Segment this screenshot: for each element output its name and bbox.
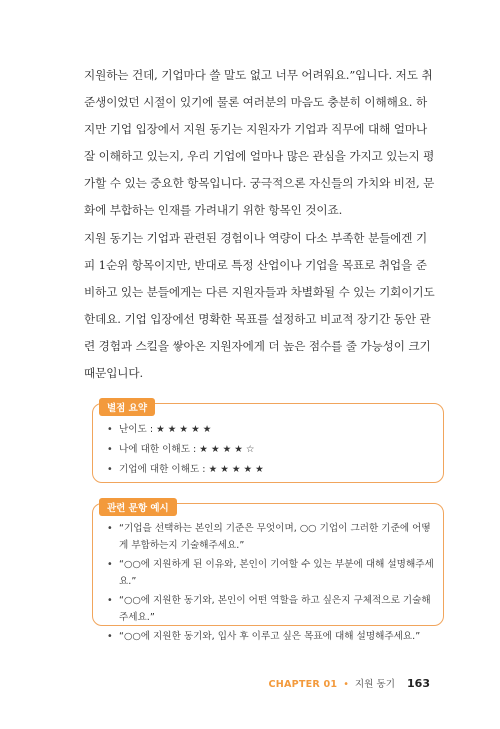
body-paragraph-1 [84,62,444,224]
paragraph-line: 지원하는 건데, 기업마다 쓸 말도 없고 너무 어려워요.”입니다. 저도 취 [84,68,433,82]
body-paragraph-2 [84,225,444,387]
summary-list [107,420,435,480]
page-footer [269,676,430,690]
paragraph-line: 때문입니다. [84,366,144,380]
paragraph-line: 가할 수 있는 중요한 항목입니다. 궁극적으론 자신들의 가치와 비전, 문 [84,176,435,190]
paragraph-line: 지원 동기는 기업과 관련된 경험이나 역량이 다소 부족한 분들에겐 기 [84,231,428,245]
example-tag: 관련 문항 예시 [99,498,177,516]
paragraph-line: 비하고 있는 분들에게는 다른 지원자들과 차별화될 수 있는 기회이기도 [84,285,435,299]
summary-item-self-understanding: • 나에 대한 이해도 : ★ ★ ★ ★ ☆ [107,440,435,460]
separator-dot: • [343,679,349,690]
paragraph-line: 화에 부합하는 인재를 가려내기 위한 항목인 것이죠. [84,203,343,217]
summary-tag: 별점 요약 [99,398,155,416]
star-rating-summary-box [92,403,444,483]
example-list [107,520,435,647]
example-questions-box [92,503,444,642]
paragraph-line: 한데요. 기업 입장에선 명확한 목표를 설정하고 비교적 장기간 동안 관 [84,312,431,326]
summary-item-difficulty: • 난이도 : ★ ★ ★ ★ ★ [107,420,435,440]
example-question: • “○○에 지원하게 된 이유와, 본인이 기여할 수 있는 부분에 대해 설명해주세요.” [107,556,435,590]
summary-item-company-understanding: • 기업에 대한 이해도 : ★ ★ ★ ★ ★ [107,460,435,480]
page-number: 163 [407,677,430,690]
paragraph-line: 잘 이해하고 있는지, 우리 기업에 얼마나 많은 관심을 가지고 있는지 평 [84,149,435,163]
example-question: • “○○에 지원한 동기와, 본인이 어떤 역할을 하고 싶은지 구체적으로 기술해주세요.” [107,592,435,626]
section-label: 지원 동기 [354,679,396,690]
paragraph-line: 지만 기업 입장에서 지원 동기는 지원자가 기업과 직무에 대해 얼마나 [84,122,428,136]
paragraph-line: 련 경험과 스킬을 쌓아온 지원자에게 더 높은 점수를 줄 가능성이 크기 [84,339,431,353]
paragraph-line: 피 1순위 항목이지만, 반대로 특정 산업이나 기업을 목표로 취업을 준 [84,258,427,272]
example-question: • “○○에 지원한 동기와, 입사 후 이루고 싶은 목표에 대해 설명해주세요.” [107,628,435,645]
example-question: • “기업을 선택하는 본인의 기준은 무엇이며, ○○ 기업이 그러한 기준에 어떻게 부합하는지 기술해주세요.” [107,520,435,554]
paragraph-line: 준생이었던 시절이 있기에 물론 여러분의 마음도 충분히 이해해요. 하 [84,95,428,109]
chapter-label: CHAPTER 01 [268,679,338,690]
